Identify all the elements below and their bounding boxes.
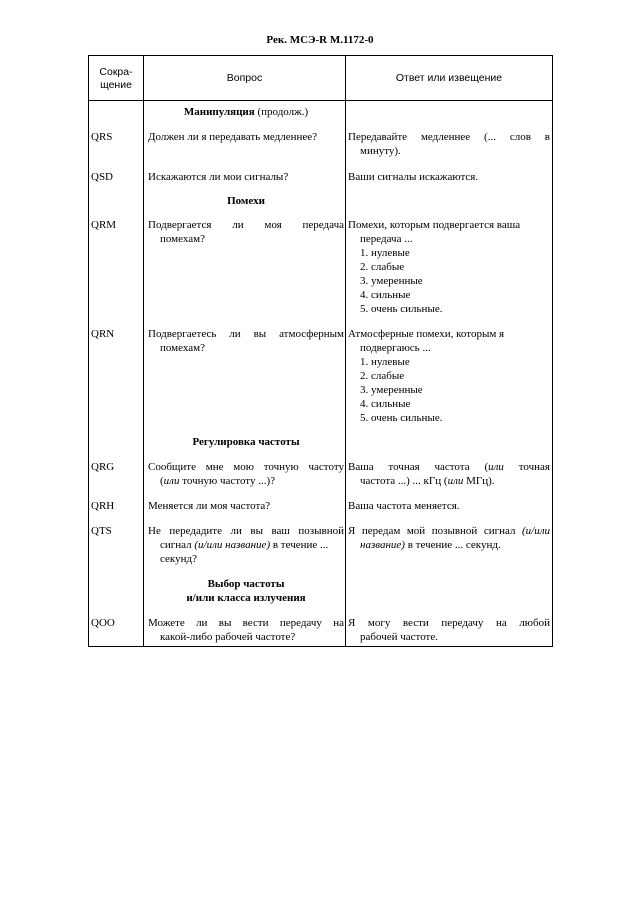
- text-part: (и/или название): [194, 539, 271, 551]
- column-divider: [143, 55, 144, 647]
- list-item: 3. умеренные: [360, 275, 423, 287]
- row-question: Можете ли вы вести передачу на: [148, 617, 344, 629]
- row-question: [148, 474, 356, 488]
- text-part: или: [447, 475, 464, 487]
- row-answer: Ваша частота меняется.: [348, 500, 460, 512]
- section-title-line: Выбор частоты: [207, 578, 285, 590]
- text-part: название): [360, 539, 405, 551]
- list-item: 5. очень сильные.: [360, 303, 443, 315]
- text-part: точная: [503, 461, 550, 473]
- text-part: или: [163, 475, 180, 487]
- row-question: Не передадите ли вы ваш позывной: [148, 525, 344, 537]
- text-part: МГц).: [463, 475, 495, 487]
- list-item: 2. слабые: [360, 370, 405, 382]
- row-code: QRS: [91, 131, 113, 143]
- row-question: помехам?: [160, 233, 205, 245]
- row-answer: Помехи, которым подвергается ваша: [348, 219, 521, 231]
- text-part: точную частоту ...)?: [179, 475, 276, 487]
- list-item: 1. нулевые: [360, 247, 410, 259]
- list-item: 4. сильные: [360, 398, 411, 410]
- header-question: Вопрос: [226, 72, 263, 84]
- row-answer: [348, 460, 550, 474]
- text-part: (: [160, 475, 164, 487]
- header-answer: Ответ или извещение: [395, 72, 503, 84]
- header-abbreviation: [89, 66, 143, 92]
- row-question: Меняется ли моя частота?: [148, 500, 271, 512]
- row-answer: Ваши сигналы искажаются.: [348, 171, 479, 183]
- text-part: в течение ... секунд.: [404, 539, 501, 551]
- row-code: QRG: [91, 461, 115, 473]
- list-item: 1. нулевые: [360, 356, 410, 368]
- row-question: Сообщите мне мою точную частоту: [148, 461, 344, 473]
- section-title-line: и/или класса излучения: [186, 592, 306, 604]
- text-part: Я передам мой позывной сигнал: [348, 525, 522, 537]
- row-answer: [348, 538, 562, 552]
- text-part: Ваша точная частота (: [348, 461, 489, 473]
- row-answer: минуту).: [360, 145, 401, 157]
- row-code: QTS: [91, 525, 112, 537]
- row-answer: Атмосферные помехи, которым я: [348, 328, 505, 340]
- text-part: или: [488, 461, 504, 473]
- header-abbreviation-line: Сокра-: [99, 66, 133, 78]
- header-abbreviation-line: щение: [100, 79, 132, 91]
- list-item: 3. умеренные: [360, 384, 423, 396]
- section-continued: (продолж.): [254, 106, 309, 118]
- row-code: QRN: [91, 328, 115, 340]
- row-code: QOO: [91, 617, 115, 629]
- row-answer: Передавайте медленнее (... слов в: [348, 131, 550, 143]
- list-item: 5. очень сильные.: [360, 412, 443, 424]
- text-part: в течение ...: [270, 539, 329, 551]
- section-title: Манипуляция: [183, 106, 255, 118]
- row-question: Подвергаетесь ли вы атмосферным: [148, 328, 344, 340]
- row-answer: подвергаюсь ...: [360, 342, 431, 354]
- list-item: 2. слабые: [360, 261, 405, 273]
- row-answer: [348, 524, 550, 538]
- row-answer: рабочей частоте.: [360, 631, 438, 643]
- row-answer: передача ...: [360, 233, 413, 245]
- list-item: 4. сильные: [360, 289, 411, 301]
- row-answer: Я могу вести передачу на любой: [348, 617, 550, 629]
- row-question: Искажаются ли мои сигналы?: [148, 171, 289, 183]
- row-question: [148, 538, 356, 552]
- section-heading-frequency-selection: [148, 577, 344, 605]
- section-heading-interference: Помехи: [227, 195, 265, 207]
- row-code: QSD: [91, 171, 114, 183]
- text-part: сигнал: [160, 539, 195, 551]
- section-heading-manipulation: [148, 105, 344, 119]
- row-code: QRM: [91, 219, 117, 231]
- row-question: какой-либо рабочей частоте?: [160, 631, 296, 643]
- header-divider: [88, 100, 553, 101]
- row-question: Подвергается ли моя передача: [148, 219, 344, 231]
- row-answer: [348, 474, 562, 488]
- text-part: частота ...) ... кГц (: [360, 475, 448, 487]
- row-question: секунд?: [160, 553, 197, 565]
- page-title: Рек. МСЭ-R M.1172-0: [266, 34, 374, 46]
- text-part: (и/или: [521, 525, 550, 537]
- row-question: помехам?: [160, 342, 205, 354]
- section-heading-frequency-adjustment: Регулировка частоты: [192, 436, 300, 448]
- row-code: QRH: [91, 500, 115, 512]
- row-question: Должен ли я передавать медленнее?: [148, 131, 318, 143]
